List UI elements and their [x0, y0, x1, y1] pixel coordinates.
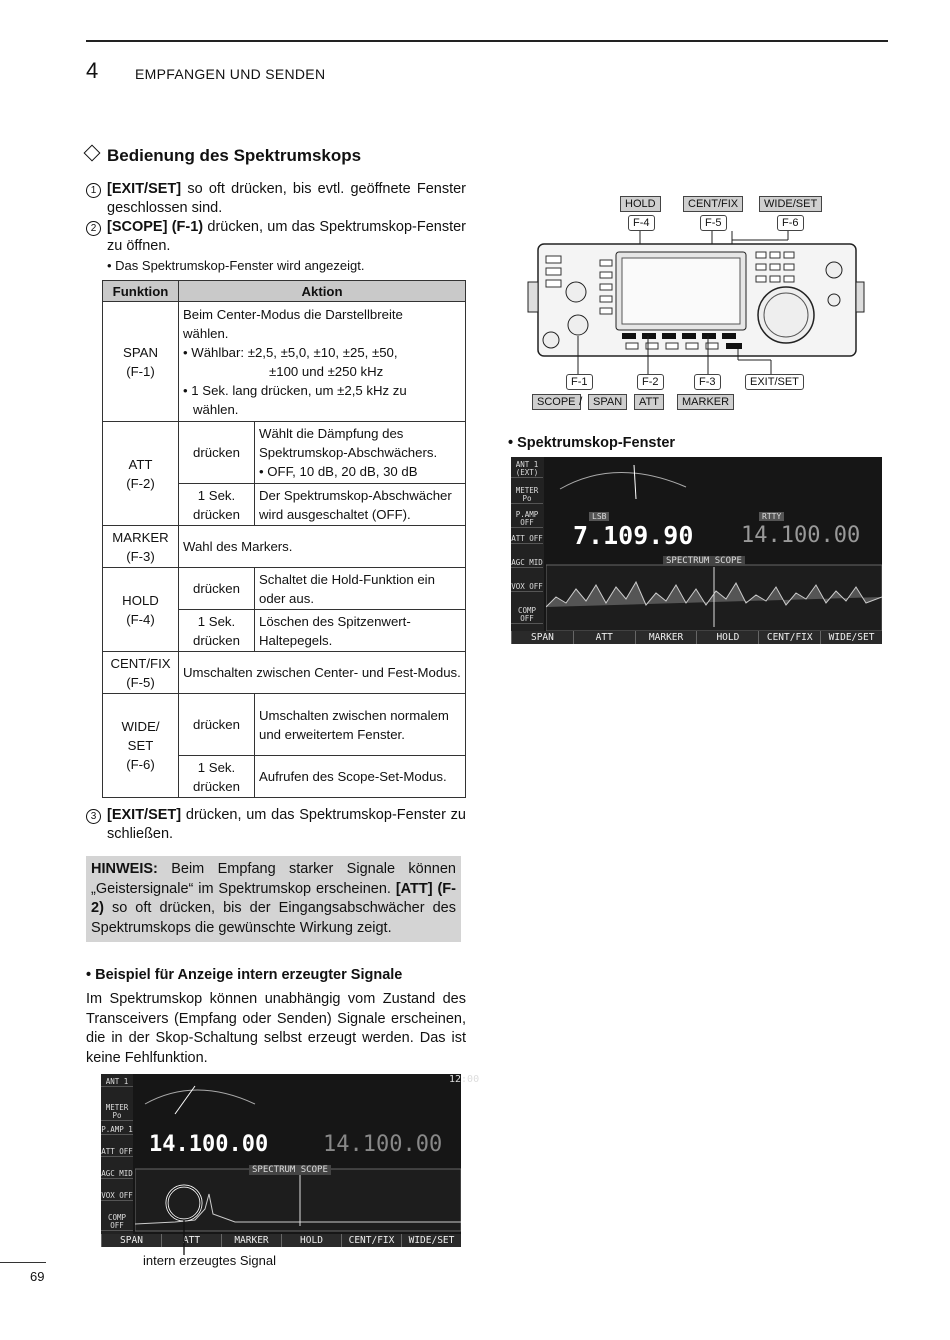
label-centfix: CENT/FIX: [683, 196, 743, 212]
example-freq-sub: 14.100.00: [323, 1132, 443, 1157]
page-number-rule: [0, 1262, 46, 1263]
example-heading: • Beispiel für Anzeige intern erzeugter Signale: [86, 967, 403, 983]
scope-window-heading: • Spektrumskop-Fenster: [508, 435, 676, 451]
softkey-wideset: WIDE/SET: [401, 1234, 461, 1247]
label-att: ATT: [634, 394, 664, 410]
section-title: Bedienung des Spektrumskops: [86, 146, 361, 166]
step-3: 3 [EXIT/SET] drücken, um das Spektrumskop-Fenster zu schließen.: [86, 806, 466, 844]
softkey-att: ATT: [573, 631, 635, 644]
softkey-wideset: WIDE/SET: [820, 631, 882, 644]
page-number: 69: [30, 1269, 45, 1284]
softkey-centfix: CENT/FIX: [758, 631, 820, 644]
softkey-hold: HOLD: [281, 1234, 341, 1247]
softkey-span: SPAN: [511, 631, 573, 644]
softkey-marker: MARKER: [635, 631, 697, 644]
label-exitset: EXIT/SET: [745, 374, 804, 390]
softkey-centfix: CENT/FIX: [341, 1234, 401, 1247]
label-f1: F-1: [566, 374, 593, 390]
label-f6: F-6: [777, 215, 804, 231]
softkey-att: ATT: [161, 1234, 221, 1247]
step-2: 2 [SCOPE] (F-1) drücken, um das Spektrumskop-Fenster zu öffnen.: [86, 218, 466, 256]
signal-callout-circle: [163, 1183, 208, 1258]
step-2-bullet: • Das Spektrumskop-Fenster wird angezeigt.: [107, 258, 365, 273]
label-span: SPAN: [588, 394, 627, 410]
scope-window-screen: ANT 1 (EXT) METER Po P.AMP OFF ATT OFF AGC MID VOX OFF COMP OFF 7.109.90 14.100.00 LSB RTTY SPECTRUM SCOPE SPAN ATT MARKER HOLD CENT/FIX WIDE/SET: [511, 457, 882, 644]
scope-freq-sub: 14.100.00: [741, 523, 861, 548]
function-table: Funktion Aktion SPAN (F-1) Beim Center-Modus die Darstellbreite wählen. • Wählbar: ±2,5, ±5,0, ±10, ±25, ±50, ±100 und ±250 kHz • 1 Sek. lang drücken, um ±2,5 kHz zu wählen. ATT (F-2) drücken Wählt die Dämpfung des Spektrumskop-Abschwächers. • OFF, 10 dB, 20 dB, 30 dB 1 Sek. drücken Der Spektrumskop-Abschwächer wird ausgeschaltet (OFF). MARKER (F-3) Wahl des Markers. HOLD (F-4) drücken Schaltet die Hold-Funktion ein oder aus. 1 Sek. drücken Löschen des Spitzenwert-Haltepegels. CENT/FIX (F-5) Umschalten zwischen Center- und Fest-Modus. WIDE/ SET (F-6) drücken Umschalten zwischen normalem und erweitertem Fenster. 1 Sek. drücken Aufrufen des Scope-Set-Modus.: [102, 280, 466, 798]
step-1: 1 [EXIT/SET] so oft drücken, bis evtl. geöffnete Fenster geschlossen sind.: [86, 180, 466, 218]
example-freq-main: 14.100.00: [149, 1132, 269, 1157]
transceiver-front-panel: [526, 230, 866, 375]
label-hold: HOLD: [620, 196, 661, 212]
note-box: HINWEIS: Beim Empfang starker Signale können „Geistersignale“ im Spektrumskop erscheinen. [ATT] (F-2) so oft drücken, bis der Eingangsabschwächer des Spektrumskops die gewünschte Wirkung zeigt.: [86, 856, 461, 942]
label-marker: MARKER: [677, 394, 734, 410]
label-f2: F-2: [637, 374, 664, 390]
label-scope: SCOPE: [532, 394, 581, 410]
chapter-title: EMPFANGEN UND SENDEN: [135, 66, 326, 82]
scope-freq-main: 7.109.90: [573, 521, 694, 550]
signal-caption: intern erzeugtes Signal: [143, 1253, 276, 1268]
example-scope-screen: ANT 1 METER Po P.AMP 1 ATT OFF AGC MID VOX OFF COMP OFF 12:00 14.100.00 14.100.00 SPECTRUM SCOPE SPAN ATT MARKER HOLD CENT/FIX WIDE/SET: [101, 1074, 480, 1246]
example-body: Im Spektrumskop können unabhängig vom Zustand des Transceivers (Empfang oder Senden) Signale erscheinen, die in der Skop-Schaltung selbst erzeugt werden. Das ist keine Fehlfunktion.: [86, 991, 466, 1066]
label-slash: /: [579, 394, 583, 408]
label-wideset: WIDE/SET: [759, 196, 822, 212]
softkey-marker: MARKER: [221, 1234, 281, 1247]
diamond-icon: [84, 145, 101, 162]
label-f3: F-3: [694, 374, 721, 390]
chapter-number: 4: [86, 58, 99, 83]
label-f5: F-5: [700, 215, 727, 231]
softkey-hold: HOLD: [696, 631, 758, 644]
softkey-span: SPAN: [101, 1234, 161, 1247]
header-rule: [86, 40, 888, 42]
label-f4: F-4: [628, 215, 655, 231]
